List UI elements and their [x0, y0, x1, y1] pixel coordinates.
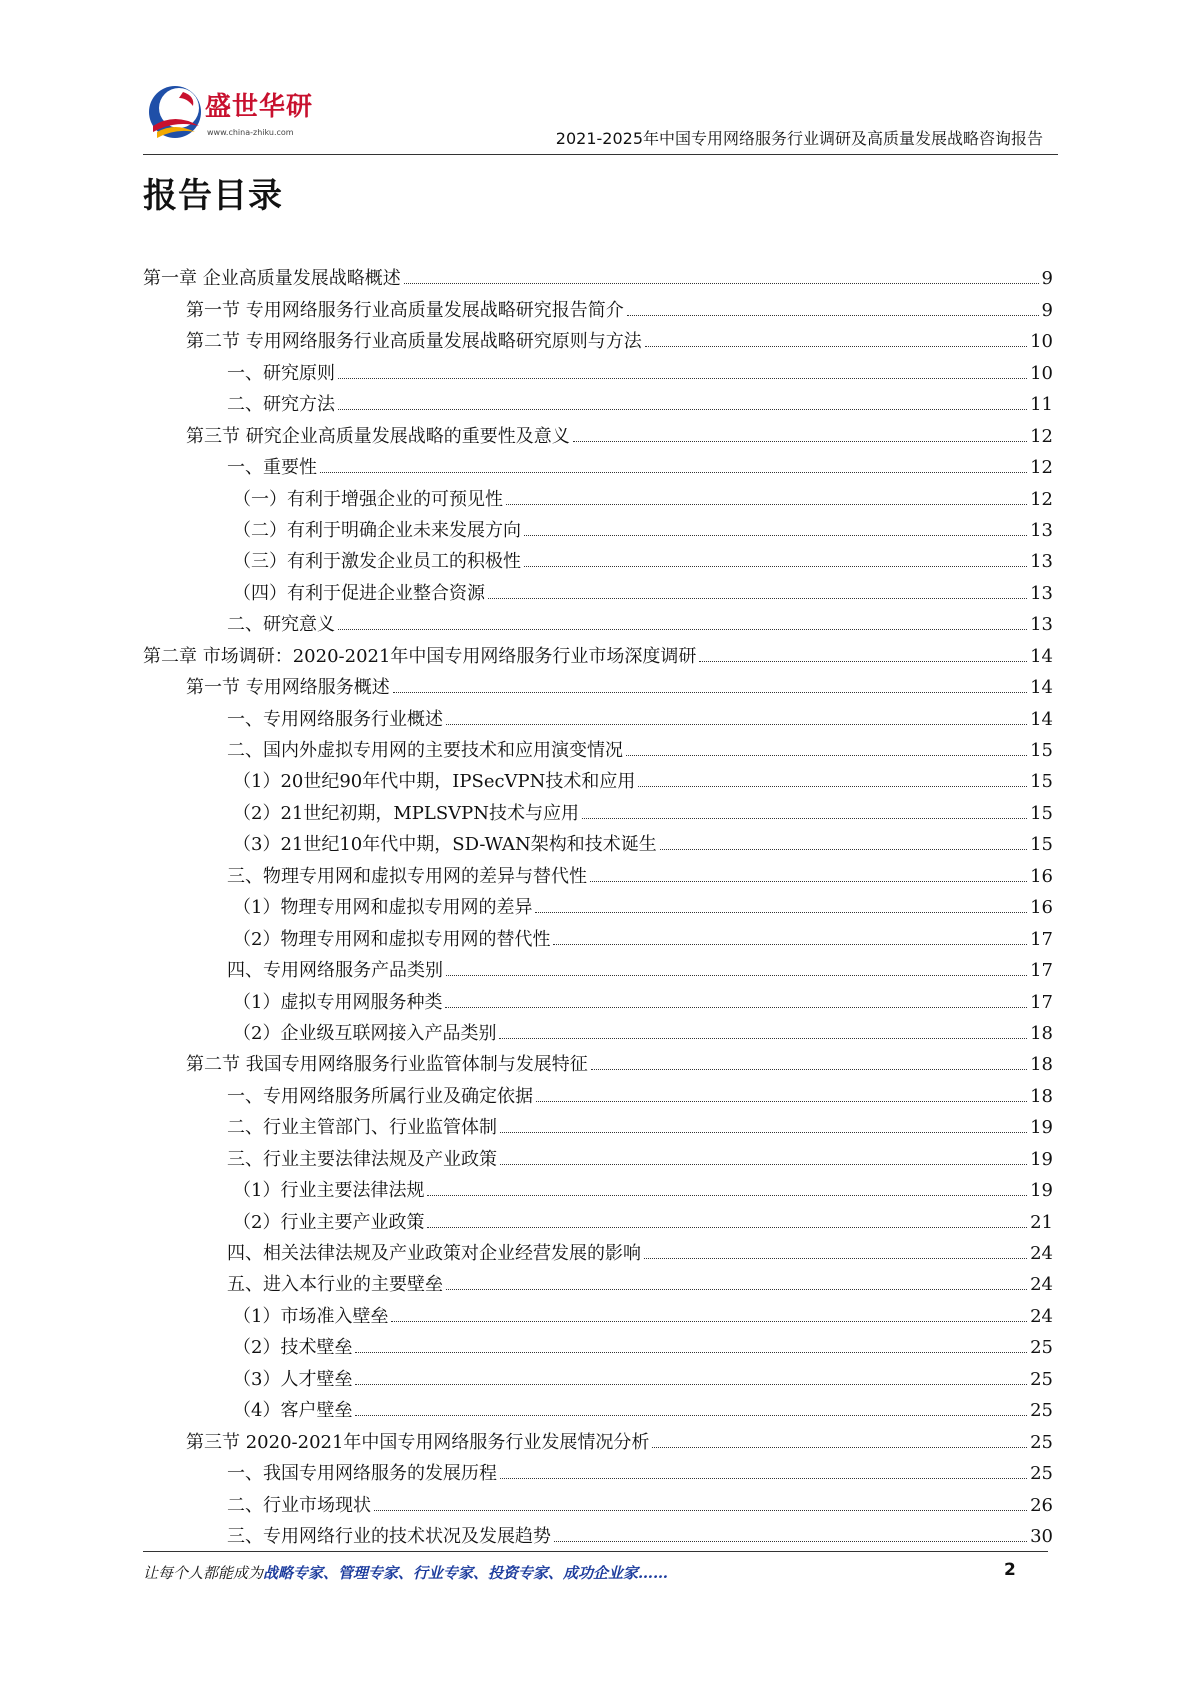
- toc-entry[interactable]: [143, 669, 1053, 700]
- toc-entry[interactable]: [143, 1518, 1053, 1549]
- toc-entry-page: 18: [1030, 1022, 1053, 1044]
- toc-leader-dots: [404, 283, 1039, 284]
- toc-entry-page: 24: [1030, 1274, 1053, 1296]
- toc-entry-page: 13: [1030, 582, 1053, 604]
- toc-leader-dots: [524, 535, 1027, 536]
- toc-entry-page: 19: [1030, 1117, 1053, 1139]
- toc-entry[interactable]: [143, 857, 1053, 888]
- toc-entry[interactable]: [143, 889, 1053, 920]
- toc-leader-dots: [446, 724, 1027, 725]
- toc-entry-title: （2）21世纪初期，MPLSVPN技术与应用: [233, 802, 580, 824]
- toc-entry-page: 19: [1030, 1180, 1053, 1202]
- toc-entry-title: 三、专用网络行业的技术状况及发展趋势: [227, 1525, 551, 1547]
- page-title: 报告目录: [143, 176, 283, 216]
- toc-leader-dots: [699, 661, 1027, 662]
- toc-entry-page: 17: [1030, 928, 1053, 950]
- toc-leader-dots: [500, 1164, 1027, 1165]
- toc-entry[interactable]: [143, 1486, 1053, 1517]
- toc-entry-title: （二）有利于明确企业未来发展方向: [233, 519, 521, 541]
- toc-leader-dots: [374, 1510, 1027, 1511]
- footer-slogan-highlight: 战略专家、管理专家、行业专家、投资专家、成功企业家……: [263, 1564, 669, 1582]
- toc-entry[interactable]: [143, 1046, 1053, 1077]
- toc-entry-title: （2）企业级互联网接入产品类别: [233, 1022, 497, 1044]
- toc-entry-page: 24: [1030, 1305, 1053, 1327]
- toc-entry-page: 12: [1030, 457, 1053, 479]
- toc-entry-page: 13: [1030, 551, 1053, 573]
- toc-entry-page: 15: [1030, 834, 1053, 856]
- toc-entry-title: （一）有利于增强企业的可预见性: [233, 488, 503, 510]
- logo-text: 盛世华研: [205, 92, 314, 122]
- toc-leader-dots: [488, 598, 1027, 599]
- toc-entry-page: 25: [1030, 1337, 1053, 1359]
- toc-entry-title: 一、我国专用网络服务的发展历程: [227, 1463, 497, 1485]
- toc-entry[interactable]: [143, 1360, 1053, 1391]
- toc-entry[interactable]: [143, 1172, 1053, 1203]
- toc-entry[interactable]: [143, 1109, 1053, 1140]
- toc-entry-page: 25: [1030, 1368, 1053, 1390]
- toc-entry-page: 25: [1030, 1400, 1053, 1422]
- toc-entry[interactable]: [143, 323, 1053, 354]
- toc-entry[interactable]: [143, 637, 1053, 668]
- toc-leader-dots: [626, 755, 1027, 756]
- toc-leader-dots: [644, 1258, 1027, 1259]
- toc-entry-title: 二、国内外虚拟专用网的主要技术和应用演变情况: [227, 740, 623, 761]
- toc-entry-page: 14: [1030, 708, 1053, 730]
- toc-leader-dots: [445, 1007, 1027, 1008]
- toc-entry[interactable]: [143, 1392, 1053, 1423]
- toc-entry-page: 16: [1030, 865, 1053, 887]
- toc-entry[interactable]: [143, 291, 1053, 322]
- toc-entry-page: 10: [1030, 362, 1053, 384]
- toc-leader-dots: [446, 975, 1027, 976]
- toc-entry-page: 30: [1030, 1525, 1053, 1547]
- toc-entry[interactable]: [143, 952, 1053, 983]
- toc-entry[interactable]: [143, 606, 1053, 637]
- toc-entry-title: 三、物理专用网和虚拟专用网的差异与替代性: [227, 865, 587, 887]
- toc-leader-dots: [338, 378, 1027, 379]
- toc-entry-title: （1）市场准入壁垒: [233, 1305, 389, 1327]
- toc-entry-page: 25: [1030, 1463, 1053, 1485]
- toc-entry-page: 15: [1030, 771, 1053, 793]
- toc-leader-dots: [499, 1038, 1027, 1039]
- footer-slogan-prefix: 让每个人都能成为: [143, 1564, 264, 1582]
- header-divider: [143, 154, 1058, 155]
- toc-entry-page: 14: [1030, 645, 1053, 667]
- toc-entry[interactable]: [143, 920, 1053, 951]
- toc-entry-title: （1）物理专用网和虚拟专用网的差异: [233, 897, 533, 919]
- toc-entry-page: 12: [1030, 425, 1053, 447]
- toc-entry-page: 17: [1030, 960, 1053, 982]
- toc-entry-title: 一、重要性: [227, 457, 317, 479]
- toc-entry[interactable]: [143, 763, 1053, 794]
- toc-entry-title: （1）行业主要法律法规: [233, 1180, 425, 1202]
- toc-leader-dots: [660, 849, 1027, 850]
- toc-entry-title: 第三节 研究企业高质量发展战略的重要性及意义: [186, 425, 570, 447]
- toc-entry-title: 二、行业市场现状: [227, 1494, 371, 1516]
- toc-leader-dots: [536, 1101, 1027, 1102]
- toc-leader-dots: [573, 441, 1027, 442]
- toc-leader-dots: [355, 1415, 1027, 1416]
- toc-entry-page: 26: [1030, 1494, 1053, 1516]
- toc-leader-dots: [446, 1289, 1027, 1290]
- toc-leader-dots: [524, 566, 1027, 567]
- toc-leader-dots: [590, 881, 1027, 882]
- toc-entry-title: （4）客户壁垒: [233, 1400, 353, 1422]
- toc-entry-title: （1）20世纪90年代中期，IPSecVPN技术和应用: [233, 771, 636, 793]
- toc-leader-dots: [582, 818, 1027, 819]
- toc-entry[interactable]: [143, 1329, 1053, 1360]
- toc-entry-page: 12: [1030, 488, 1053, 510]
- toc-entry-title: （四）有利于促进企业整合资源: [233, 582, 485, 604]
- toc-entry-title: 第二节 专用网络服务行业高质量发展战略研究原则与方法: [186, 331, 642, 353]
- toc-entry[interactable]: [143, 386, 1053, 417]
- company-logo: [143, 82, 323, 152]
- toc-entry[interactable]: [143, 543, 1053, 574]
- toc-leader-dots: [355, 1384, 1027, 1385]
- toc-entry-title: 五、进入本行业的主要壁垒: [227, 1274, 443, 1296]
- toc-entry-title: 二、研究意义: [227, 614, 335, 636]
- toc-entry-title: 四、相关法律法规及产业政策对企业经营发展的影响: [227, 1243, 641, 1264]
- toc-entry-page: 16: [1030, 897, 1053, 919]
- toc-leader-dots: [500, 1478, 1027, 1479]
- toc-entry-page: 13: [1030, 614, 1053, 636]
- toc-entry-page: 24: [1030, 1243, 1053, 1264]
- report-title: 2021-2025年中国专用网络服务行业调研及高质量发展战略咨询报告: [555, 129, 1043, 148]
- toc-leader-dots: [338, 409, 1027, 410]
- toc-leader-dots: [553, 944, 1027, 945]
- toc-entry-page: 18: [1030, 1085, 1053, 1107]
- footer-slogan: [143, 1562, 668, 1583]
- toc-entry-title: 一、专用网络服务所属行业及确定依据: [227, 1085, 533, 1107]
- toc-entry-page: 14: [1030, 677, 1053, 699]
- toc-entry[interactable]: [143, 480, 1053, 511]
- toc-entry[interactable]: [143, 260, 1053, 291]
- toc-leader-dots: [554, 1541, 1027, 1542]
- logo-url: www.china-zhiku.com: [207, 128, 294, 137]
- table-of-contents: [143, 260, 1053, 1549]
- toc-entry[interactable]: [143, 354, 1053, 385]
- toc-leader-dots: [591, 1069, 1027, 1070]
- toc-entry-page: 9: [1041, 299, 1053, 321]
- toc-entry-title: 第三节 2020-2021年中国专用网络服务行业发展情况分析: [186, 1431, 650, 1453]
- toc-entry-title: 一、专用网络服务行业概述: [227, 708, 443, 730]
- toc-entry-page: 11: [1030, 394, 1053, 416]
- toc-entry-page: 15: [1030, 740, 1053, 761]
- toc-entry-page: 21: [1030, 1211, 1053, 1233]
- toc-entry[interactable]: [143, 794, 1053, 825]
- toc-entry-title: 第一节 专用网络服务行业高质量发展战略研究报告简介: [186, 299, 624, 321]
- toc-entry-title: 一、研究原则: [227, 362, 335, 384]
- toc-entry-page: 18: [1030, 1054, 1053, 1076]
- toc-entry-title: 二、研究方法: [227, 394, 335, 416]
- toc-entry[interactable]: [143, 1140, 1053, 1171]
- toc-leader-dots: [427, 1227, 1027, 1228]
- toc-entry[interactable]: [143, 512, 1053, 543]
- toc-entry[interactable]: [143, 700, 1053, 731]
- logo-emblem-icon: [143, 82, 207, 146]
- toc-entry[interactable]: [143, 1015, 1053, 1046]
- toc-leader-dots: [627, 315, 1039, 316]
- toc-entry-page: 15: [1030, 802, 1053, 824]
- toc-entry-title: 第一章 企业高质量发展战略概述: [143, 268, 401, 290]
- toc-entry-title: （1）虚拟专用网服务种类: [233, 991, 443, 1013]
- page-header: [143, 82, 1058, 157]
- toc-entry[interactable]: [143, 983, 1053, 1014]
- toc-entry[interactable]: [143, 1455, 1053, 1486]
- toc-entry[interactable]: [143, 826, 1053, 857]
- toc-entry-title: （3）21世纪10年代中期，SD-WAN架构和技术诞生: [233, 834, 657, 856]
- toc-entry[interactable]: [143, 1203, 1053, 1234]
- toc-entry[interactable]: [143, 449, 1053, 480]
- toc-entry[interactable]: [143, 417, 1053, 448]
- toc-leader-dots: [391, 1321, 1027, 1322]
- toc-entry-title: （2）行业主要产业政策: [233, 1211, 425, 1233]
- toc-leader-dots: [652, 1447, 1027, 1448]
- toc-leader-dots: [427, 1195, 1027, 1196]
- toc-entry-page: 19: [1030, 1148, 1053, 1170]
- toc-entry-title: 第二节 我国专用网络服务行业监管体制与发展特征: [186, 1054, 588, 1076]
- toc-entry[interactable]: [143, 574, 1053, 605]
- footer-divider: [143, 1551, 1048, 1552]
- toc-entry-page: 25: [1030, 1431, 1053, 1453]
- toc-leader-dots: [320, 472, 1027, 473]
- toc-entry[interactable]: [143, 1077, 1053, 1108]
- toc-entry-title: 第二章 市场调研：2020-2021年中国专用网络服务行业市场深度调研: [143, 645, 697, 667]
- toc-entry-title: 第一节 专用网络服务概述: [186, 677, 390, 699]
- toc-leader-dots: [638, 786, 1027, 787]
- toc-leader-dots: [535, 912, 1027, 913]
- toc-entry[interactable]: [143, 732, 1053, 763]
- toc-leader-dots: [355, 1352, 1027, 1353]
- toc-leader-dots: [338, 629, 1027, 630]
- toc-entry-page: 10: [1030, 331, 1053, 353]
- toc-entry-title: 四、专用网络服务产品类别: [227, 960, 443, 982]
- toc-entry[interactable]: [143, 1235, 1053, 1266]
- toc-leader-dots: [645, 346, 1027, 347]
- toc-leader-dots: [500, 1132, 1027, 1133]
- toc-entry-title: 三、行业主要法律法规及产业政策: [227, 1148, 497, 1170]
- toc-entry-page: 13: [1030, 519, 1053, 541]
- toc-entry-page: 17: [1030, 991, 1053, 1013]
- toc-entry-title: （3）人才壁垒: [233, 1368, 353, 1390]
- toc-entry-title: （2）技术壁垒: [233, 1337, 353, 1359]
- toc-entry[interactable]: [143, 1266, 1053, 1297]
- toc-entry[interactable]: [143, 1297, 1053, 1328]
- toc-leader-dots: [393, 692, 1027, 693]
- toc-entry-title: 二、行业主管部门、行业监管体制: [227, 1117, 497, 1139]
- toc-entry-title: （2）物理专用网和虚拟专用网的替代性: [233, 928, 551, 950]
- toc-leader-dots: [506, 504, 1027, 505]
- toc-entry-title: （三）有利于激发企业员工的积极性: [233, 551, 521, 573]
- toc-entry[interactable]: [143, 1423, 1053, 1454]
- toc-entry-page: 9: [1041, 268, 1053, 290]
- page-number: 2: [1004, 1560, 1016, 1580]
